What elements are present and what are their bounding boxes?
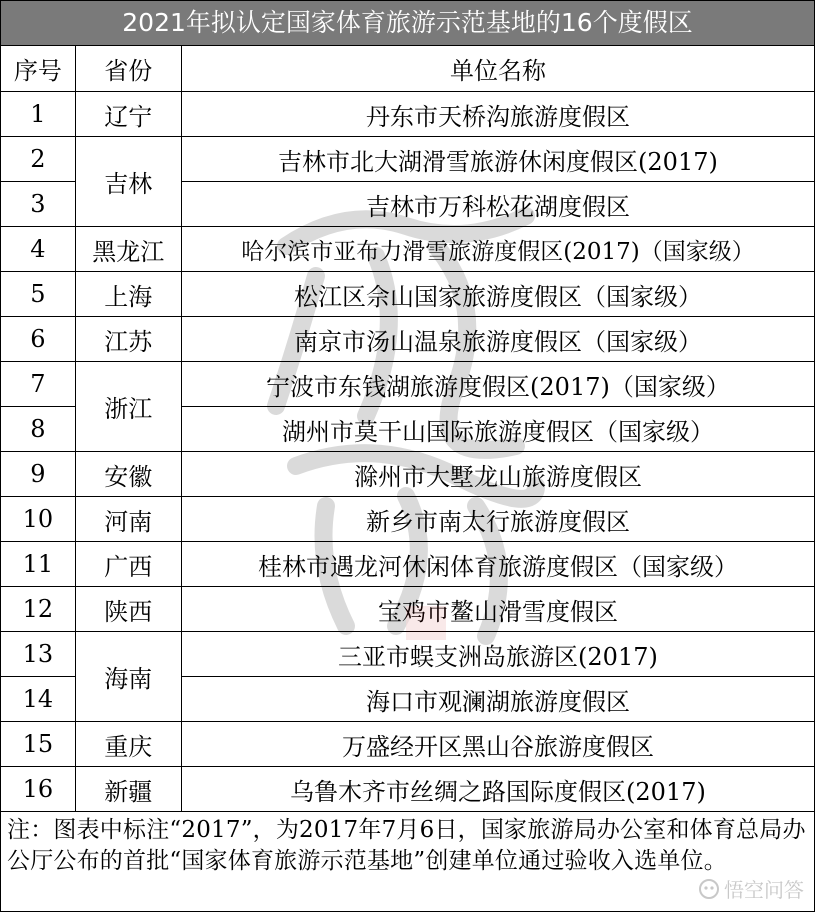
cell-province: 江苏 [75,317,181,362]
cell-province: 新疆 [75,767,181,812]
cell-name: 松江区佘山国家旅游度假区（国家级） [181,272,814,317]
cell-no: 14 [1,677,75,722]
table-row [1,362,814,407]
cell-no: 3 [1,182,75,227]
cell-name: 吉林市万科松花湖度假区 [181,182,814,227]
cell-province: 吉林 [75,137,181,227]
cell-name: 南京市汤山温泉旅游度假区（国家级） [181,317,814,362]
table-row [1,317,814,362]
cell-name: 新乡市南太行旅游度假区 [181,497,814,542]
cell-name: 湖州市莫干山国际旅游度假区（国家级） [181,407,814,452]
wukong-watermark-label: 悟空问答 [724,878,804,902]
table-row [1,452,814,497]
cell-no: 10 [1,497,75,542]
cell-name: 哈尔滨市亚布力滑雪旅游度假区(2017)（国家级） [181,227,814,272]
cell-province: 浙江 [75,362,181,452]
cell-province: 广西 [75,542,181,587]
table-row [1,497,814,542]
cell-province: 上海 [75,272,181,317]
cell-name: 宁波市东钱湖旅游度假区(2017)（国家级） [181,362,814,407]
wukong-watermark [698,874,804,903]
cell-no: 7 [1,362,75,407]
cell-no: 9 [1,452,75,497]
table-row [1,722,814,767]
cell-no: 16 [1,767,75,812]
header-no: 序号 [1,46,75,92]
cell-province: 安徽 [75,452,181,497]
cell-name: 乌鲁木齐市丝绸之路国际度假区(2017) [181,767,814,812]
table-row [1,632,814,677]
cell-province: 重庆 [75,722,181,767]
cell-name: 万盛经开区黑山谷旅游度假区 [181,722,814,767]
table-row [1,587,814,632]
wukong-logo-icon [698,878,720,900]
cell-province: 辽宁 [75,92,181,137]
resort-table [1,46,814,812]
cell-no: 1 [1,92,75,137]
cell-no: 13 [1,632,75,677]
table-row [1,542,814,587]
cell-no: 2 [1,137,75,182]
cell-province: 河南 [75,497,181,542]
table-row [1,92,814,137]
table-row [1,272,814,317]
table-row [1,767,814,812]
table-row [1,227,814,272]
cell-name: 宝鸡市鳌山滑雪度假区 [181,587,814,632]
cell-province: 海南 [75,632,181,722]
cell-no: 8 [1,407,75,452]
cell-name: 桂林市遇龙河休闲体育旅游度假区（国家级） [181,542,814,587]
header-name: 单位名称 [181,46,814,92]
table-row [1,137,814,182]
cell-no: 5 [1,272,75,317]
table-title: 2021年拟认定国家体育旅游示范基地的16个度假区 [1,1,814,46]
cell-no: 6 [1,317,75,362]
cell-no: 11 [1,542,75,587]
cell-no: 12 [1,587,75,632]
cell-name: 滁州市大墅龙山旅游度假区 [181,452,814,497]
cell-no: 15 [1,722,75,767]
cell-province: 陕西 [75,587,181,632]
cell-name: 海口市观澜湖旅游度假区 [181,677,814,722]
cell-no: 4 [1,227,75,272]
cell-name: 三亚市蜈支洲岛旅游区(2017) [181,632,814,677]
cell-province: 黑龙江 [75,227,181,272]
footnote: 注：图表中标注“2017”，为2017年7月6日，国家旅游局办公室和体育总局办公厅公布的首批“国家体育旅游示范基地”创建单位通过验收入选单位。 [7,817,806,874]
header-province: 省份 [75,46,181,92]
header-row [1,46,814,92]
cell-name: 丹东市天桥沟旅游度假区 [181,92,814,137]
cell-name: 吉林市北大湖滑雪旅游休闲度假区(2017) [181,137,814,182]
